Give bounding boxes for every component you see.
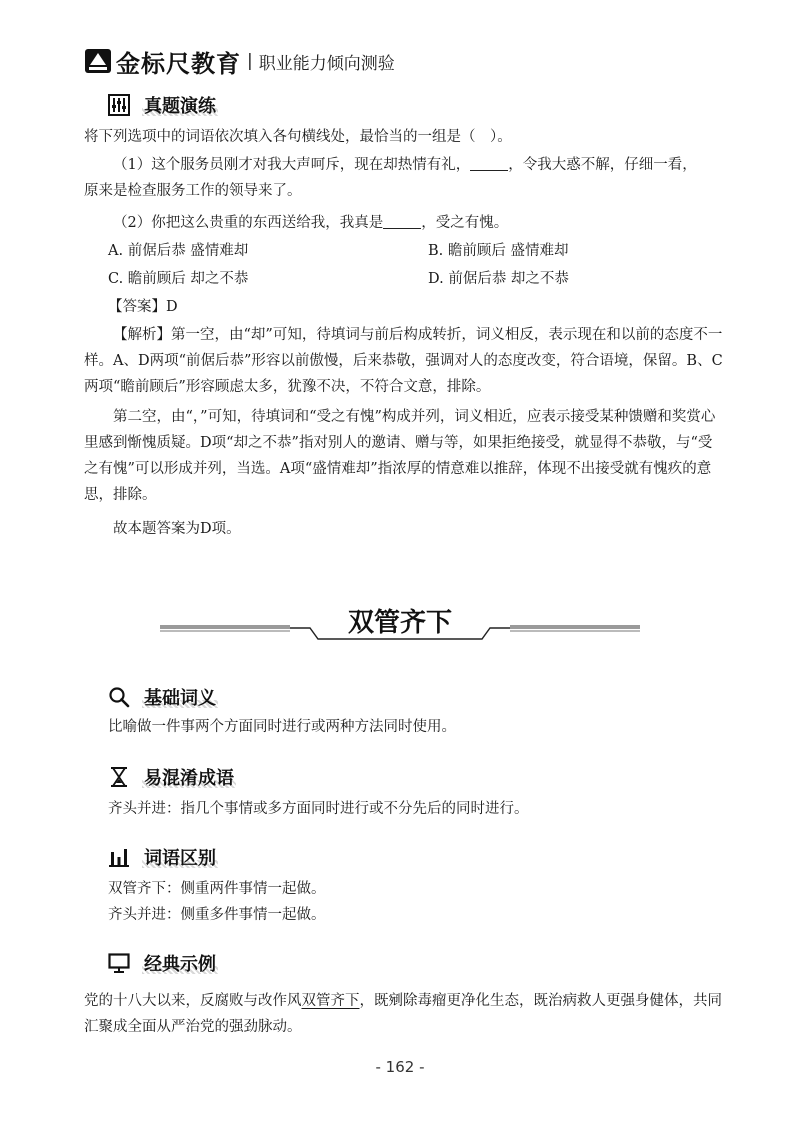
basic-meaning-text: 比喻做一件事两个方面同时进行或两种方法同时使用。 [108,719,456,735]
question-stem: 将下列选项中的词语依次填入各句横线处，最恰当的一组是（ ）。 [84,129,512,145]
sentence-1: （1）这个服务员刚才对我大声呵斥，现在却热情有礼， ，令我大惑不解，仔细一看， [113,157,697,173]
monitor-icon [108,952,130,974]
conclusion: 故本题答案为D项。 [113,521,241,537]
answer: 【答案】D [108,299,178,315]
blank-line [470,156,508,171]
section-title: 词语区别 [142,844,218,870]
bar-chart-icon [108,846,130,868]
section-confusable [108,764,236,790]
sentence-1-cont: 原来是检查服务工作的领导来了。 [84,183,302,199]
section-title: 易混淆成语 [142,764,236,790]
example-text: 党的十八大以来，反腐败与改作风双管齐下，既剜除毒瘤更净化生态，既治病救人更强身健体，共同汇聚成全面从严治党的强劲脉动。 [84,993,722,1035]
section-basic-meaning [108,684,218,710]
highlighted-idiom: 双管齐下 [301,993,360,1009]
page-number: - 162 - [375,1058,425,1076]
brand-name: 金标尺教育 [116,49,241,78]
brand-logo-icon [84,48,112,74]
option-b: B. 瞻前顾后 盛情难却 [428,243,569,259]
option-c: C. 瞻前顾后 却之不恭 [108,271,249,287]
section-title: 真题演练 [142,92,218,118]
idiom-title: 双管齐下 [347,608,452,638]
analysis-paragraph-2: 第二空，由“，”可知，待填词和“受之有愧”构成并列，词义相近，应表示接受某种馈赠和奖赏心里感到惭愧质疑。D项“却之不恭”指对别人的邀请、赠与等，如果拒绝接受，就显得不恭敬，与“受之有愧”可以形成并列，当选。A项“盛情难却”指浓厚的情意难以推辞，体现不出接受就有愧疚的意思，排除。 [84,409,716,503]
header-separator: | [247,51,253,71]
header-subtitle: 职业能力倾向测验 [258,53,395,74]
section-difference [108,844,218,870]
option-d: D. 前倨后恭 却之不恭 [428,271,569,287]
blank-line [383,214,421,229]
hourglass-icon [108,766,130,788]
confusable-text: 齐头并进：指几个事情或多方面同时进行或不分先后的同时进行。 [108,801,529,817]
analysis-paragraph-1: 【解析】第一空，由“却”可知，待填词与前后构成转折，词义相反，表示现在和以前的态度不一样。A、D两项“前倨后恭”形容以前傲慢，后来恭敬，强调对人的态度改变，符合语境，保留。B、C两项“瞻前顾后”形容顾虑太多，犹豫不决，不符合文意，排除。 [84,327,723,395]
section-title: 基础词义 [142,684,218,710]
section-title: 经典示例 [142,950,218,976]
magnifier-icon [108,686,130,708]
sliders-icon [108,94,130,116]
section-example [108,950,218,976]
sentence-2: （2）你把这么贵重的东西送给我，我真是 ，受之有愧。 [113,215,509,231]
section-exercise [108,92,218,118]
option-a: A. 前倨后恭 盛情难却 [108,243,249,259]
difference-item-2: 齐头并进：侧重多件事情一起做。 [108,907,326,923]
difference-item-1: 双管齐下：侧重两件事情一起做。 [108,881,326,897]
page-header [84,44,395,78]
